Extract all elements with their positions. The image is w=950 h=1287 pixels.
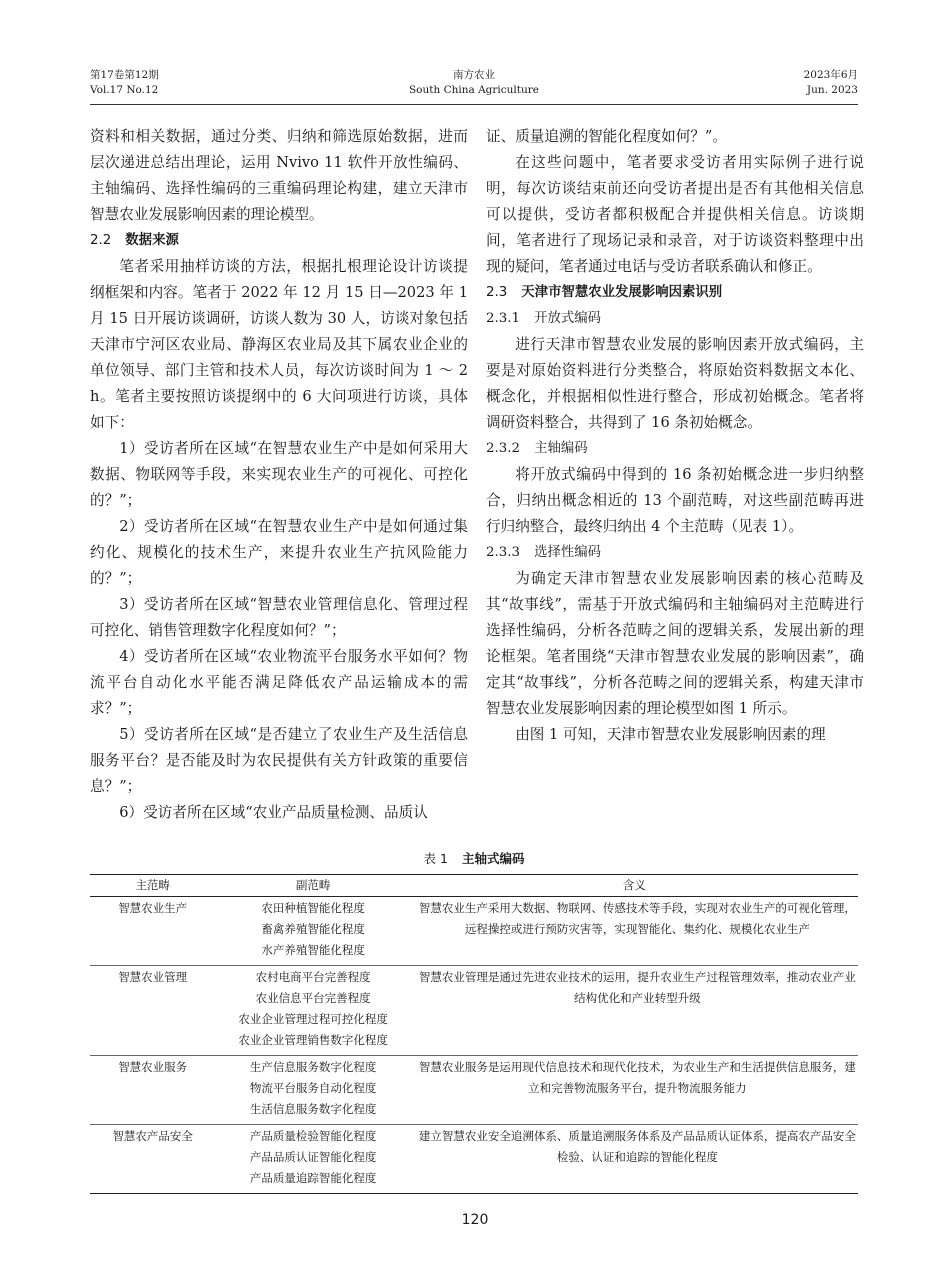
running-header <box>90 68 858 102</box>
table-header-row <box>90 875 858 897</box>
main-category-cell: 智慧农业管理 <box>90 966 215 1056</box>
subsection-number: 2.3.1 <box>486 311 521 326</box>
date-cn: 2023年6月 <box>803 69 858 81</box>
column-header-meaning: 含义 <box>411 875 858 897</box>
table-row <box>90 897 858 966</box>
sub-category: 产品质量检验智能化程度 <box>249 1129 377 1143</box>
section-heading-2-3 <box>486 280 864 306</box>
sub-category: 产品质量追踪智能化程度 <box>249 1171 377 1185</box>
paragraph: 将开放式编码中得到的 16 条初始概念进一步归纳整合，归纳出概念相近的 13 个副范畴，对这些副范畴再进行归纳整合，最终归纳出 4 个主范畴（见表 1）。 <box>486 466 864 535</box>
date-en: Jun. 2023 <box>806 84 858 96</box>
journal-name-cn: 南方农业 <box>453 69 495 81</box>
right-column <box>486 124 864 748</box>
interview-question-4: 4）受访者所在区域“农业物流平台服务水平如何？物流平台自动化水平能否满足降低农产品运输成本的需求？”； <box>90 648 468 717</box>
journal-date <box>804 68 858 98</box>
axial-coding-table <box>90 874 858 1194</box>
sub-category: 产品品质认证智能化程度 <box>249 1150 377 1164</box>
table-caption <box>90 850 858 868</box>
paragraph: 资料和相关数据，通过分类、归纳和筛选原始数据，进而层次递进总结出理论，运用 Nvivo 11 软件开放性编码、主轴编码、选择性编码的三重编码理论构建，建立天津市智慧农业发展影响因素的理论模型。 <box>90 128 468 223</box>
sub-category: 农业信息平台完善程度 <box>255 991 371 1005</box>
sub-category: 农村电商平台完善程度 <box>255 970 371 984</box>
sub-category-cell <box>215 1056 410 1125</box>
column-header-sub: 副范畴 <box>215 875 410 897</box>
sub-category: 生产信息服务数字化程度 <box>249 1060 377 1074</box>
paragraph: 笔者采用抽样访谈的方法，根据扎根理论设计访谈提纲框架和内容。笔者于 2022 年 12 月 15 日—2023 年 1 月 15 日开展访谈调研，访谈人数为 30 人，访谈对象包括天津市宁河区农业局、静海区农业局及其下属农业企业的单位领导、部门主管和技术人员，每次访谈时间为 1 ～ 2 h。笔者主要按照访谈提纲中的 6 大问项进行访谈，具体如下： <box>90 258 468 431</box>
subsection-number: 2.3.2 <box>486 441 521 456</box>
journal-name <box>90 68 858 98</box>
table-row <box>90 1056 858 1125</box>
section-heading-2-2 <box>90 228 468 254</box>
interview-question-6: 6）受访者所在区域“农业产品质量检测、品质认 <box>119 804 428 821</box>
subsection-title: 开放式编码 <box>534 311 602 326</box>
main-category-cell: 智慧农产品安全 <box>90 1125 215 1194</box>
paragraph: 由图 1 可知，天津市智慧农业发展影响因素的理 <box>515 726 826 743</box>
sub-category: 农田种植智能化程度 <box>261 901 365 915</box>
sub-category: 物流平台服务自动化程度 <box>249 1081 377 1095</box>
section-number: 2.2 <box>90 233 112 248</box>
table-row <box>90 966 858 1056</box>
page-number: 120 <box>461 1212 489 1228</box>
section-title: 数据来源 <box>125 233 179 248</box>
interview-question-1: 1）受访者所在区域“在智慧农业生产中是如何采用大数据、物联网等手段，来实现农业生产的可视化、可控化的？”； <box>90 440 468 509</box>
interview-question-2: 2）受访者所在区域“在智慧农业生产中是如何通过集约化、规模化的技术生产，来提升农业生产抗风险能力的？”； <box>90 518 468 587</box>
sub-category: 农业企业管理销售数字化程度 <box>238 1033 388 1047</box>
main-category-cell: 智慧农业服务 <box>90 1056 215 1125</box>
meaning-cell: 建立智慧农业安全追溯体系、质量追溯服务体系及产品品质认证体系，提高农产品安全检验、认证和追踪的智能化程度 <box>411 1125 858 1194</box>
table-title: 主轴式编码 <box>461 851 525 866</box>
paragraph: 为确定天津市智慧农业发展影响因素的核心范畴及其“故事线”，需基于开放式编码和主轴编码对主范畴进行选择性编码，分析各范畴之间的逻辑关系，发展出新的理论框架。笔者围绕“天津市智慧农业发展的影响因素”，确定其“故事线”，分析各范畴之间的逻辑关系，构建天津市智慧农业发展影响因素的理论模型如图 1 所示。 <box>486 570 864 717</box>
subsection-heading-2-3-3 <box>486 540 864 566</box>
subsection-heading-2-3-1 <box>486 306 864 332</box>
subsection-title: 选择性编码 <box>534 545 602 560</box>
subsection-title: 主轴编码 <box>534 441 588 456</box>
paragraph: 证、质量追溯的智能化程度如何？”。 <box>486 128 727 145</box>
meaning-cell: 智慧农业管理是通过先进农业技术的运用，提升农业生产过程管理效率，推动农业产业结构优化和产业转型升级 <box>411 966 858 1056</box>
sub-category: 农业企业管理过程可控化程度 <box>238 1012 388 1026</box>
subsection-number: 2.3.3 <box>486 545 521 560</box>
sub-category: 生活信息服务数字化程度 <box>249 1102 377 1116</box>
header-divider <box>90 104 858 105</box>
main-category-cell: 智慧农业生产 <box>90 897 215 966</box>
paragraph: 进行天津市智慧农业发展的影响因素开放式编码，主要是对原始资料进行分类整合，将原始资料数据文本化、概念化，并根据相似性进行整合，形成初始概念。笔者将调研资料整合，共得到了 16 条初始概念。 <box>486 336 864 431</box>
issue-cn: 第17卷第12期 <box>90 69 159 81</box>
paragraph: 在这些问题中，笔者要求受访者用实际例子进行说明，每次访谈结束前还向受访者提出是否有其他相关信息可以提供，受访者都积极配合并提供相关信息。访谈期间，笔者进行了现场记录和录音，对于访谈资料整理中出现的疑问，笔者通过电话与受访者联系确认和修正。 <box>486 154 864 275</box>
left-column <box>90 124 468 826</box>
section-number: 2.3 <box>486 285 508 300</box>
sub-category: 水产养殖智能化程度 <box>261 943 365 957</box>
sub-category-cell <box>215 897 410 966</box>
meaning-cell: 智慧农业生产采用大数据、物联网、传感技术等手段，实现对农业生产的可视化管理，远程操控或进行预防灾害等，实现智能化、集约化、规模化农业生产 <box>411 897 858 966</box>
interview-question-5: 5）受访者所在区域“是否建立了农业生产及生活信息服务平台？是否能及时为农民提供有关方针政策的重要信息？”； <box>90 726 468 795</box>
subsection-heading-2-3-2 <box>486 436 864 462</box>
section-title: 天津市智慧农业发展影响因素识别 <box>521 285 723 300</box>
sub-category: 畜禽养殖智能化程度 <box>261 922 365 936</box>
issue-en: Vol.17 No.12 <box>90 84 159 96</box>
interview-question-3: 3）受访者所在区域“智慧农业管理信息化、管理过程可控化、销售管理数字化程度如何？”； <box>90 596 468 639</box>
column-header-main: 主范畴 <box>90 875 215 897</box>
table-row <box>90 1125 858 1194</box>
sub-category-cell <box>215 1125 410 1194</box>
journal-name-en: South China Agriculture <box>408 84 539 96</box>
meaning-cell: 智慧农业服务是运用现代信息技术和现代化技术，为农业生产和生活提供信息服务，建立和完善物流服务平台，提升物流服务能力 <box>411 1056 858 1125</box>
table-number: 表 1 <box>423 851 448 866</box>
sub-category-cell <box>215 966 410 1056</box>
